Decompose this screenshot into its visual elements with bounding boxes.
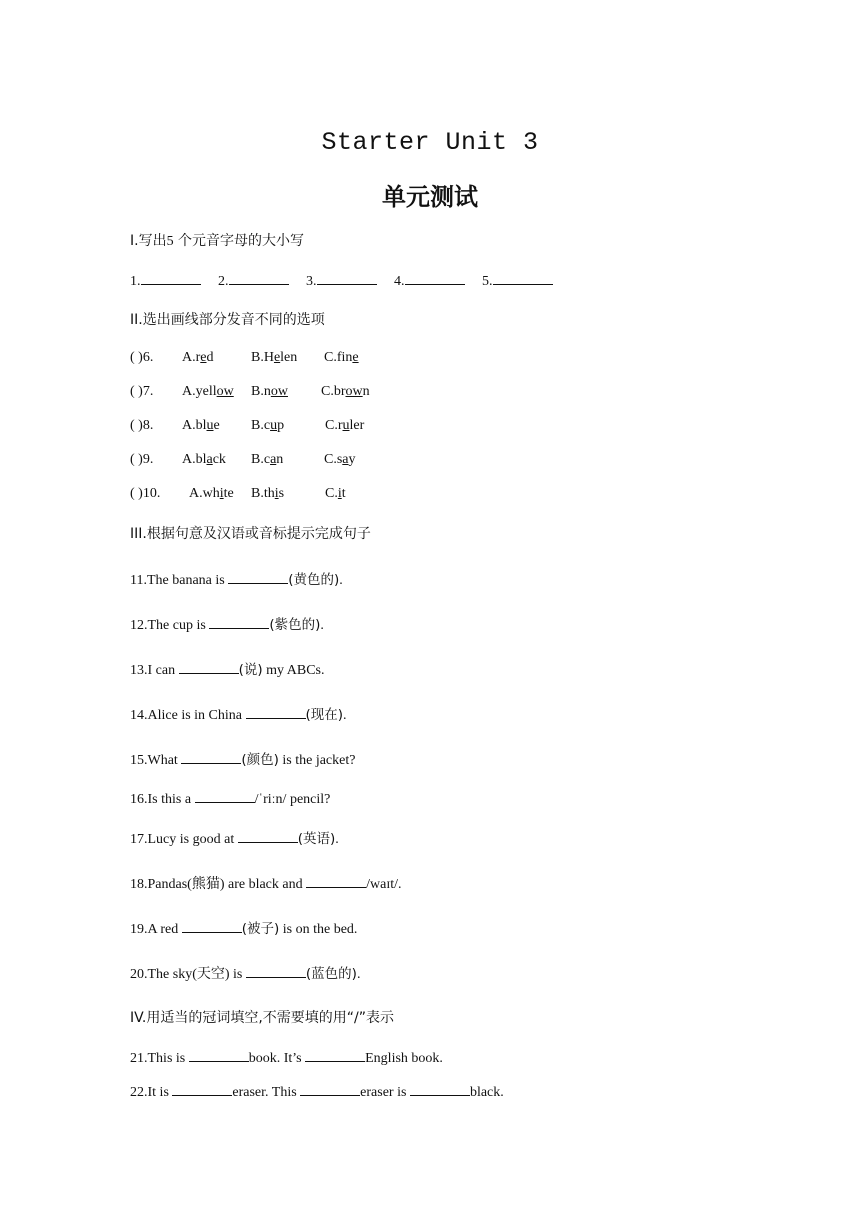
answer-blank[interactable]: [179, 660, 239, 674]
section-2-heading: II.选出画线部分发音不同的选项: [130, 312, 325, 328]
sentence-15: 15.What (颜色) is the jacket?: [130, 752, 356, 768]
option-b[interactable]: B.Helen: [251, 350, 298, 365]
vowel-blank-2[interactable]: 2.: [218, 271, 289, 291]
answer-blank[interactable]: [306, 874, 366, 888]
option-a[interactable]: A.blue: [182, 418, 220, 433]
answer-blank[interactable]: [172, 1082, 232, 1096]
option-c[interactable]: C.fine: [324, 350, 359, 365]
option-c[interactable]: C.say: [324, 452, 356, 467]
option-a[interactable]: A.white: [189, 486, 234, 501]
question-9: ( )9. A.black B.can C.say: [130, 452, 356, 467]
answer-blank[interactable]: [410, 1082, 470, 1096]
sentence-22: 22.It is eraser. This eraser is black.: [130, 1082, 504, 1102]
answer-blank[interactable]: [195, 789, 255, 803]
section-1-heading: I.写出5 个元音字母的大小写: [130, 233, 305, 249]
answer-blank[interactable]: [238, 829, 298, 843]
option-b[interactable]: B.now: [251, 384, 288, 399]
vowel-blank-5[interactable]: 5.: [482, 271, 553, 291]
answer-blank[interactable]: [305, 1048, 365, 1062]
sentence-21: 21.This is book. It’s English book.: [130, 1048, 443, 1068]
sentence-18: 18.Pandas(熊猫) are black and /waɪt/.: [130, 874, 402, 894]
question-6: ( )6. A.red B.Helen C.fine: [130, 350, 359, 365]
answer-blank[interactable]: [246, 705, 306, 719]
sentence-12: 12.The cup is (紫色的).: [130, 617, 324, 633]
answer-blank[interactable]: [189, 1048, 249, 1062]
question-7: ( )7. A.yellow B.now C.brown: [130, 384, 370, 399]
option-b[interactable]: B.can: [251, 452, 284, 467]
vowel-blanks: [130, 271, 567, 291]
answer-blank[interactable]: [246, 964, 306, 978]
option-c[interactable]: C.ruler: [325, 418, 365, 433]
answer-blank[interactable]: [209, 615, 269, 629]
option-a[interactable]: A.red: [182, 350, 214, 365]
sentence-20: 20.The sky(天空) is (蓝色的).: [130, 966, 361, 982]
option-b[interactable]: B.cup: [251, 418, 285, 433]
sentence-19: 19.A red (被子) is on the bed.: [130, 921, 358, 937]
sentence-14: 14.Alice is in China (现在).: [130, 707, 347, 723]
section-4-heading: IV.用适当的冠词填空,不需要填的用“/”表示: [130, 1010, 395, 1026]
answer-blank[interactable]: [181, 750, 241, 764]
page-title: Starter Unit 3: [321, 128, 539, 157]
sentence-11: 11.The banana is (黄色的).: [130, 572, 343, 588]
sentence-16: 16.Is this a /ˈriːn/ pencil?: [130, 789, 330, 809]
vowel-blank-1[interactable]: 1.: [130, 271, 201, 291]
option-c[interactable]: C.brown: [321, 384, 370, 399]
page-subtitle: 单元测试: [382, 183, 478, 211]
question-10: ( )10. A.white B.this C.it: [130, 486, 346, 501]
section-3-heading: III.根据句意及汉语或音标提示完成句子: [130, 526, 371, 542]
answer-blank[interactable]: [228, 570, 288, 584]
question-8: ( )8. A.blue B.cup C.ruler: [130, 418, 365, 433]
option-a[interactable]: A.yellow: [182, 384, 234, 399]
answer-blank[interactable]: [300, 1082, 360, 1096]
option-b[interactable]: B.this: [251, 486, 285, 501]
option-c[interactable]: C.it: [325, 486, 346, 501]
answer-blank[interactable]: [182, 919, 242, 933]
sentence-17: 17.Lucy is good at (英语).: [130, 831, 339, 847]
vowel-blank-3[interactable]: 3.: [306, 271, 377, 291]
option-a[interactable]: A.black: [182, 452, 226, 467]
sentence-13: 13.I can (说) my ABCs.: [130, 662, 325, 678]
vowel-blank-4[interactable]: 4.: [394, 271, 465, 291]
